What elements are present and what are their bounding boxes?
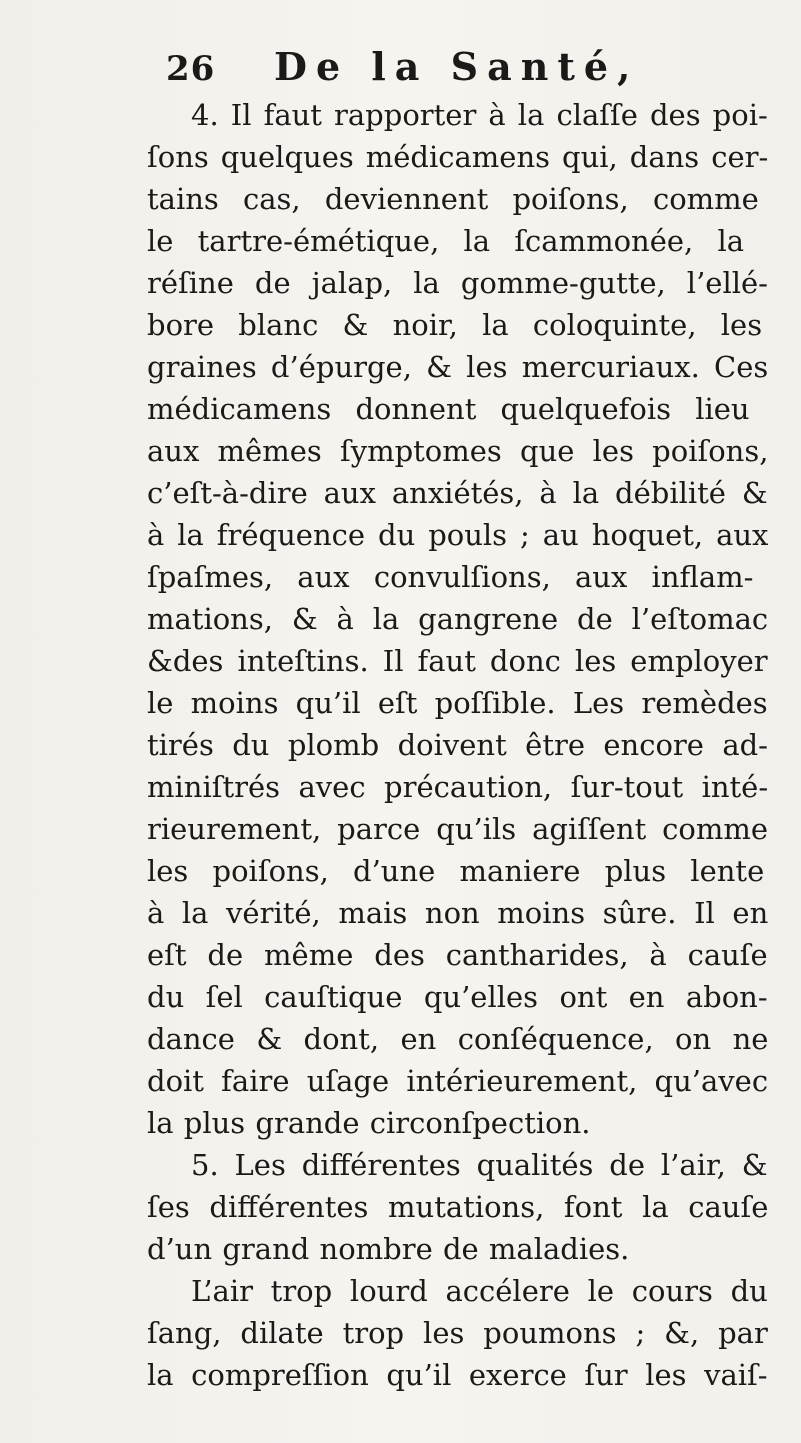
text-line: &des inteſtins. Il faut donc les employer bbox=[147, 644, 768, 678]
text-line: à la fréquence du pouls ; au hoquet, aux bbox=[147, 518, 769, 552]
text-line: mations, & à la gangrene de l’eſtomac bbox=[147, 602, 769, 636]
text-line: bore blanc & noir, la coloquinte, les bbox=[147, 308, 763, 342]
text-line: le tartre-émétique, la ſcammonée, la bbox=[147, 224, 745, 258]
running-title: De la Santé, bbox=[274, 44, 640, 89]
text-line: ſons quelques médicamens qui, dans cer- bbox=[147, 140, 769, 174]
page-number: 26 bbox=[166, 49, 216, 89]
text-line: L’air trop lourd accélere le cours du bbox=[191, 1274, 768, 1308]
text-line: tirés du plomb doivent être encore ad- bbox=[147, 728, 768, 762]
text-line: ſang, dilate trop les poumons ; &, par bbox=[147, 1316, 768, 1350]
text-line: d’un grand nombre de maladies. bbox=[147, 1232, 630, 1266]
text-line: 5. Les différentes qualités de l’air, & bbox=[191, 1148, 768, 1182]
text-line: graines d’épurge, & les mercuriaux. Ces bbox=[147, 350, 769, 384]
text-line: réſine de jalap, la gomme-gutte, l’ellé- bbox=[147, 266, 768, 300]
text-line: les poiſons, d’une maniere plus lente bbox=[147, 854, 765, 888]
text-line: ſes différentes mutations, font la cauſe bbox=[147, 1190, 769, 1224]
text-line: la compreſſion qu’il exerce ſur les vaiſ- bbox=[147, 1358, 768, 1392]
text-line: eſt de même des cantharides, à cauſe bbox=[147, 938, 768, 972]
text-line: médicamens donnent quelquefois lieu bbox=[147, 392, 750, 426]
text-line: le moins qu’il eſt poſſible. Les remèdes bbox=[147, 686, 768, 720]
text-line: 4. Il faut rapporter à la claſſe des poi- bbox=[191, 98, 768, 132]
text-line: rieurement, parce qu’ils agiſſent comme bbox=[147, 812, 769, 846]
text-line: la plus grande circonſpection. bbox=[147, 1106, 591, 1140]
text-line: aux mêmes ſymptomes que les poiſons, bbox=[147, 434, 769, 468]
text-line: du ſel cauſtique qu’elles ont en abon- bbox=[147, 980, 768, 1014]
text-line: à la vérité, mais non moins sûre. Il en bbox=[147, 896, 769, 930]
text-line: doit faire uſage intérieurement, qu’avec bbox=[147, 1064, 769, 1098]
text-line: ſpaſmes, aux convulſions, aux inflam- bbox=[147, 560, 754, 594]
text-line: miniſtrés avec précaution, ſur-tout inté- bbox=[147, 770, 769, 804]
text-line: c’eſt-à-dire aux anxiétés, à la débilité & bbox=[147, 476, 768, 510]
page-header bbox=[166, 44, 686, 92]
text-line: dance & dont, en conſéquence, on ne bbox=[147, 1022, 769, 1056]
text-line: tains cas, deviennent poiſons, comme bbox=[147, 182, 759, 216]
